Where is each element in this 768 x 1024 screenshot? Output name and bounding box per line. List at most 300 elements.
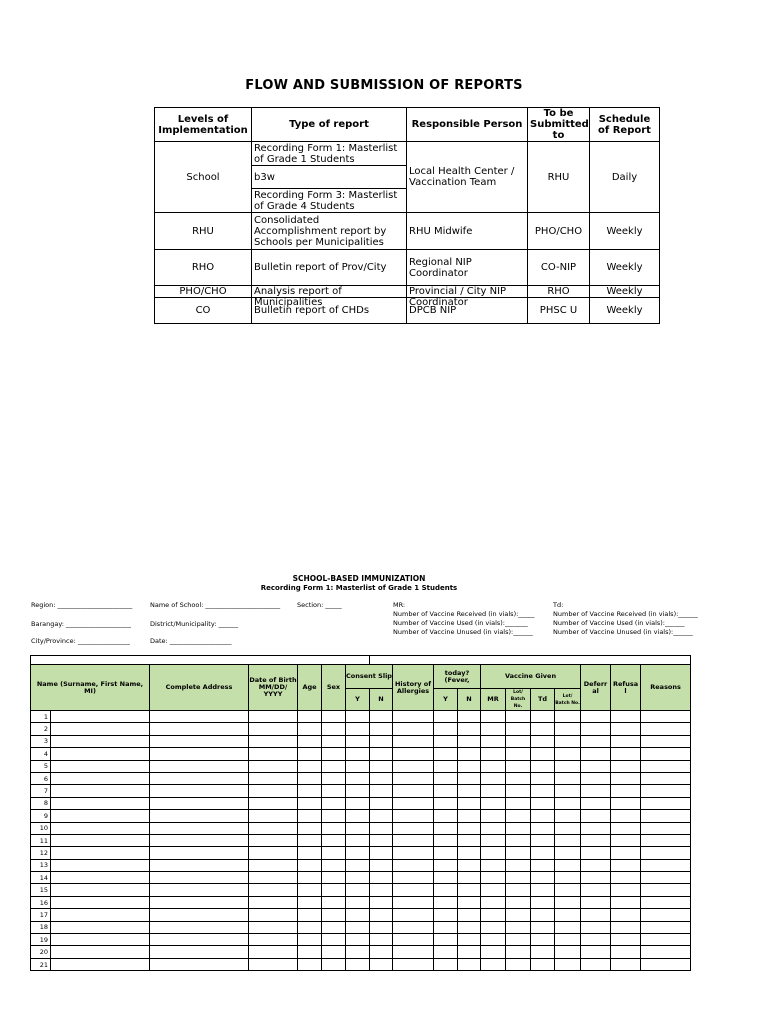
table-cell[interactable] [370, 735, 393, 747]
table-cell[interactable] [346, 711, 370, 723]
table-cell[interactable] [150, 834, 249, 846]
table-cell[interactable] [481, 797, 506, 809]
table-cell[interactable] [581, 847, 611, 859]
table-cell[interactable] [322, 711, 346, 723]
table-cell[interactable] [150, 896, 249, 908]
table-cell[interactable] [393, 859, 434, 871]
table-cell[interactable] [150, 872, 249, 884]
table-cell[interactable] [249, 735, 298, 747]
table-cell[interactable] [249, 872, 298, 884]
table-cell[interactable] [434, 822, 458, 834]
table-cell[interactable] [611, 934, 641, 946]
table-cell[interactable] [581, 834, 611, 846]
table-cell[interactable] [481, 921, 506, 933]
table-cell[interactable] [434, 896, 458, 908]
table-cell[interactable] [346, 847, 370, 859]
table-cell[interactable] [506, 748, 531, 760]
table-cell[interactable] [298, 797, 322, 809]
table-cell[interactable] [481, 760, 506, 772]
table-cell[interactable] [51, 859, 150, 871]
table-cell[interactable] [641, 797, 691, 809]
table-cell[interactable] [393, 847, 434, 859]
table-cell[interactable] [531, 810, 555, 822]
table-cell[interactable] [370, 834, 393, 846]
table-cell[interactable] [458, 772, 481, 784]
table-cell[interactable] [581, 723, 611, 735]
table-cell[interactable] [506, 822, 531, 834]
table-cell[interactable] [611, 760, 641, 772]
table-cell[interactable] [611, 772, 641, 784]
table-cell[interactable] [393, 934, 434, 946]
table-cell[interactable] [298, 859, 322, 871]
table-cell[interactable] [506, 847, 531, 859]
table-cell[interactable] [641, 760, 691, 772]
table-cell[interactable] [346, 859, 370, 871]
table-cell[interactable] [298, 785, 322, 797]
table-cell[interactable] [506, 810, 531, 822]
table-cell[interactable] [346, 785, 370, 797]
table-cell[interactable] [555, 785, 581, 797]
table-cell[interactable] [458, 760, 481, 772]
table-cell[interactable] [641, 822, 691, 834]
table-cell[interactable] [249, 822, 298, 834]
table-cell[interactable] [298, 810, 322, 822]
table-cell[interactable] [611, 785, 641, 797]
table-cell[interactable] [298, 946, 322, 958]
table-cell[interactable] [51, 748, 150, 760]
table-cell[interactable] [531, 847, 555, 859]
table-cell[interactable] [249, 760, 298, 772]
table-cell[interactable] [581, 909, 611, 921]
table-cell[interactable] [322, 822, 346, 834]
table-cell[interactable] [370, 822, 393, 834]
table-cell[interactable] [531, 934, 555, 946]
table-cell[interactable] [555, 847, 581, 859]
table-cell[interactable] [481, 810, 506, 822]
table-cell[interactable] [322, 797, 346, 809]
table-cell[interactable] [555, 946, 581, 958]
table-cell[interactable] [641, 884, 691, 896]
table-cell[interactable] [434, 934, 458, 946]
table-cell[interactable] [458, 797, 481, 809]
table-cell[interactable] [506, 772, 531, 784]
table-cell[interactable] [150, 748, 249, 760]
table-cell[interactable] [555, 810, 581, 822]
table-cell[interactable] [150, 723, 249, 735]
table-cell[interactable] [531, 785, 555, 797]
table-cell[interactable] [370, 872, 393, 884]
table-cell[interactable] [249, 797, 298, 809]
table-cell[interactable] [506, 872, 531, 884]
table-cell[interactable] [481, 772, 506, 784]
table-cell[interactable] [346, 884, 370, 896]
table-cell[interactable] [249, 921, 298, 933]
table-cell[interactable] [434, 810, 458, 822]
table-cell[interactable] [481, 884, 506, 896]
table-cell[interactable] [393, 748, 434, 760]
table-cell[interactable] [346, 909, 370, 921]
table-cell[interactable] [481, 847, 506, 859]
table-cell[interactable] [555, 958, 581, 970]
table-cell[interactable] [458, 785, 481, 797]
table-cell[interactable] [393, 772, 434, 784]
table-cell[interactable] [581, 748, 611, 760]
table-cell[interactable] [346, 872, 370, 884]
table-cell[interactable] [531, 748, 555, 760]
table-cell[interactable] [370, 785, 393, 797]
table-cell[interactable] [581, 884, 611, 896]
table-cell[interactable] [641, 810, 691, 822]
table-cell[interactable] [150, 772, 249, 784]
table-cell[interactable] [458, 958, 481, 970]
table-cell[interactable] [298, 735, 322, 747]
table-cell[interactable] [249, 810, 298, 822]
table-cell[interactable] [458, 896, 481, 908]
table-cell[interactable] [555, 884, 581, 896]
table-cell[interactable] [506, 711, 531, 723]
table-cell[interactable] [150, 711, 249, 723]
table-cell[interactable] [506, 958, 531, 970]
table-cell[interactable] [249, 934, 298, 946]
table-cell[interactable] [481, 822, 506, 834]
table-cell[interactable] [458, 822, 481, 834]
table-cell[interactable] [434, 847, 458, 859]
table-cell[interactable] [434, 748, 458, 760]
table-cell[interactable] [393, 822, 434, 834]
table-cell[interactable] [506, 884, 531, 896]
table-cell[interactable] [458, 872, 481, 884]
table-cell[interactable] [298, 847, 322, 859]
table-cell[interactable] [555, 797, 581, 809]
table-cell[interactable] [481, 859, 506, 871]
table-cell[interactable] [434, 735, 458, 747]
table-cell[interactable] [531, 772, 555, 784]
table-cell[interactable] [434, 797, 458, 809]
table-cell[interactable] [506, 896, 531, 908]
table-cell[interactable] [506, 735, 531, 747]
table-cell[interactable] [434, 946, 458, 958]
table-cell[interactable] [506, 785, 531, 797]
table-cell[interactable] [346, 921, 370, 933]
table-cell[interactable] [346, 834, 370, 846]
table-cell[interactable] [581, 822, 611, 834]
table-cell[interactable] [434, 772, 458, 784]
table-cell[interactable] [322, 760, 346, 772]
table-cell[interactable] [581, 859, 611, 871]
table-cell[interactable] [249, 896, 298, 908]
table-cell[interactable] [481, 723, 506, 735]
table-cell[interactable] [150, 946, 249, 958]
table-cell[interactable] [641, 834, 691, 846]
table-cell[interactable] [434, 785, 458, 797]
table-cell[interactable] [531, 909, 555, 921]
table-cell[interactable] [641, 772, 691, 784]
table-cell[interactable] [481, 711, 506, 723]
table-cell[interactable] [370, 859, 393, 871]
table-cell[interactable] [581, 896, 611, 908]
table-cell[interactable] [51, 909, 150, 921]
table-cell[interactable] [322, 847, 346, 859]
table-cell[interactable] [506, 760, 531, 772]
table-cell[interactable] [249, 884, 298, 896]
table-cell[interactable] [370, 760, 393, 772]
table-cell[interactable] [555, 760, 581, 772]
table-cell[interactable] [370, 711, 393, 723]
table-cell[interactable] [611, 884, 641, 896]
table-cell[interactable] [150, 859, 249, 871]
table-cell[interactable] [531, 958, 555, 970]
table-cell[interactable] [393, 946, 434, 958]
table-cell[interactable] [51, 896, 150, 908]
table-cell[interactable] [531, 896, 555, 908]
table-cell[interactable] [249, 785, 298, 797]
table-cell[interactable] [370, 847, 393, 859]
table-cell[interactable] [641, 859, 691, 871]
table-cell[interactable] [298, 896, 322, 908]
table-cell[interactable] [531, 797, 555, 809]
table-cell[interactable] [581, 958, 611, 970]
table-cell[interactable] [51, 847, 150, 859]
table-cell[interactable] [298, 958, 322, 970]
table-cell[interactable] [150, 735, 249, 747]
table-cell[interactable] [641, 785, 691, 797]
table-cell[interactable] [531, 822, 555, 834]
table-cell[interactable] [150, 797, 249, 809]
table-cell[interactable] [611, 847, 641, 859]
table-cell[interactable] [393, 896, 434, 908]
table-cell[interactable] [611, 810, 641, 822]
table-cell[interactable] [393, 760, 434, 772]
table-cell[interactable] [298, 711, 322, 723]
table-cell[interactable] [322, 785, 346, 797]
table-cell[interactable] [150, 785, 249, 797]
table-cell[interactable] [555, 772, 581, 784]
table-cell[interactable] [150, 909, 249, 921]
table-cell[interactable] [458, 810, 481, 822]
table-cell[interactable] [458, 946, 481, 958]
table-cell[interactable] [434, 884, 458, 896]
table-cell[interactable] [506, 934, 531, 946]
table-cell[interactable] [555, 934, 581, 946]
table-cell[interactable] [481, 946, 506, 958]
table-cell[interactable] [51, 711, 150, 723]
table-cell[interactable] [481, 896, 506, 908]
table-cell[interactable] [611, 822, 641, 834]
table-cell[interactable] [531, 872, 555, 884]
table-cell[interactable] [249, 847, 298, 859]
table-cell[interactable] [581, 785, 611, 797]
table-cell[interactable] [555, 711, 581, 723]
table-cell[interactable] [322, 958, 346, 970]
table-cell[interactable] [531, 921, 555, 933]
table-cell[interactable] [150, 884, 249, 896]
table-cell[interactable] [434, 711, 458, 723]
table-cell[interactable] [298, 772, 322, 784]
table-cell[interactable] [298, 834, 322, 846]
table-cell[interactable] [393, 735, 434, 747]
table-cell[interactable] [611, 748, 641, 760]
table-cell[interactable] [555, 921, 581, 933]
table-cell[interactable] [611, 921, 641, 933]
table-cell[interactable] [506, 797, 531, 809]
table-cell[interactable] [51, 760, 150, 772]
table-cell[interactable] [322, 723, 346, 735]
table-cell[interactable] [150, 934, 249, 946]
table-cell[interactable] [611, 909, 641, 921]
table-cell[interactable] [346, 896, 370, 908]
table-cell[interactable] [51, 834, 150, 846]
table-cell[interactable] [322, 884, 346, 896]
table-cell[interactable] [611, 859, 641, 871]
table-cell[interactable] [531, 760, 555, 772]
table-cell[interactable] [458, 921, 481, 933]
table-cell[interactable] [555, 735, 581, 747]
table-cell[interactable] [298, 884, 322, 896]
table-cell[interactable] [51, 958, 150, 970]
table-cell[interactable] [458, 884, 481, 896]
table-cell[interactable] [370, 958, 393, 970]
table-cell[interactable] [581, 934, 611, 946]
table-cell[interactable] [150, 958, 249, 970]
table-cell[interactable] [51, 872, 150, 884]
table-cell[interactable] [322, 896, 346, 908]
table-cell[interactable] [393, 872, 434, 884]
table-cell[interactable] [370, 884, 393, 896]
table-cell[interactable] [611, 872, 641, 884]
table-cell[interactable] [611, 834, 641, 846]
table-cell[interactable] [393, 958, 434, 970]
table-cell[interactable] [531, 723, 555, 735]
table-cell[interactable] [298, 921, 322, 933]
table-cell[interactable] [434, 872, 458, 884]
table-cell[interactable] [555, 723, 581, 735]
table-cell[interactable] [249, 723, 298, 735]
table-cell[interactable] [51, 810, 150, 822]
table-cell[interactable] [611, 958, 641, 970]
table-cell[interactable] [434, 723, 458, 735]
table-cell[interactable] [346, 760, 370, 772]
table-cell[interactable] [555, 859, 581, 871]
table-cell[interactable] [641, 847, 691, 859]
table-cell[interactable] [51, 946, 150, 958]
table-cell[interactable] [51, 723, 150, 735]
table-cell[interactable] [346, 723, 370, 735]
table-cell[interactable] [346, 810, 370, 822]
table-cell[interactable] [641, 735, 691, 747]
table-cell[interactable] [51, 785, 150, 797]
table-cell[interactable] [322, 834, 346, 846]
table-cell[interactable] [506, 921, 531, 933]
table-cell[interactable] [51, 797, 150, 809]
table-cell[interactable] [641, 958, 691, 970]
table-cell[interactable] [346, 958, 370, 970]
table-cell[interactable] [249, 748, 298, 760]
table-cell[interactable] [150, 847, 249, 859]
table-cell[interactable] [555, 822, 581, 834]
table-cell[interactable] [370, 772, 393, 784]
table-cell[interactable] [298, 872, 322, 884]
table-cell[interactable] [531, 735, 555, 747]
table-cell[interactable] [51, 772, 150, 784]
table-cell[interactable] [298, 748, 322, 760]
table-cell[interactable] [458, 859, 481, 871]
table-cell[interactable] [249, 958, 298, 970]
table-cell[interactable] [581, 711, 611, 723]
table-cell[interactable] [249, 711, 298, 723]
table-cell[interactable] [481, 958, 506, 970]
table-cell[interactable] [581, 760, 611, 772]
table-cell[interactable] [51, 884, 150, 896]
table-cell[interactable] [322, 748, 346, 760]
table-cell[interactable] [393, 810, 434, 822]
table-cell[interactable] [249, 834, 298, 846]
table-cell[interactable] [370, 723, 393, 735]
table-cell[interactable] [555, 896, 581, 908]
table-cell[interactable] [370, 896, 393, 908]
table-cell[interactable] [506, 909, 531, 921]
table-cell[interactable] [434, 760, 458, 772]
table-cell[interactable] [249, 909, 298, 921]
table-cell[interactable] [555, 872, 581, 884]
table-cell[interactable] [249, 946, 298, 958]
table-cell[interactable] [370, 909, 393, 921]
table-cell[interactable] [506, 723, 531, 735]
table-cell[interactable] [611, 946, 641, 958]
table-cell[interactable] [641, 896, 691, 908]
table-cell[interactable] [481, 785, 506, 797]
table-cell[interactable] [531, 946, 555, 958]
table-cell[interactable] [506, 859, 531, 871]
table-cell[interactable] [370, 946, 393, 958]
table-cell[interactable] [150, 921, 249, 933]
table-cell[interactable] [51, 921, 150, 933]
table-cell[interactable] [458, 723, 481, 735]
table-cell[interactable] [531, 711, 555, 723]
table-cell[interactable] [393, 785, 434, 797]
table-cell[interactable] [641, 921, 691, 933]
table-cell[interactable] [581, 921, 611, 933]
table-cell[interactable] [434, 958, 458, 970]
table-cell[interactable] [458, 934, 481, 946]
table-cell[interactable] [51, 934, 150, 946]
table-cell[interactable] [322, 872, 346, 884]
table-cell[interactable] [481, 834, 506, 846]
table-cell[interactable] [298, 723, 322, 735]
table-cell[interactable] [322, 735, 346, 747]
table-cell[interactable] [298, 934, 322, 946]
table-cell[interactable] [611, 711, 641, 723]
table-cell[interactable] [555, 909, 581, 921]
table-cell[interactable] [611, 735, 641, 747]
table-cell[interactable] [481, 735, 506, 747]
table-cell[interactable] [581, 772, 611, 784]
table-cell[interactable] [434, 921, 458, 933]
table-cell[interactable] [322, 772, 346, 784]
table-cell[interactable] [346, 822, 370, 834]
table-cell[interactable] [581, 735, 611, 747]
table-cell[interactable] [581, 797, 611, 809]
table-cell[interactable] [641, 946, 691, 958]
table-cell[interactable] [581, 946, 611, 958]
table-cell[interactable] [434, 909, 458, 921]
table-cell[interactable] [393, 834, 434, 846]
table-cell[interactable] [150, 760, 249, 772]
table-cell[interactable] [249, 772, 298, 784]
table-cell[interactable] [458, 711, 481, 723]
table-cell[interactable] [393, 723, 434, 735]
table-cell[interactable] [393, 711, 434, 723]
table-cell[interactable] [555, 748, 581, 760]
